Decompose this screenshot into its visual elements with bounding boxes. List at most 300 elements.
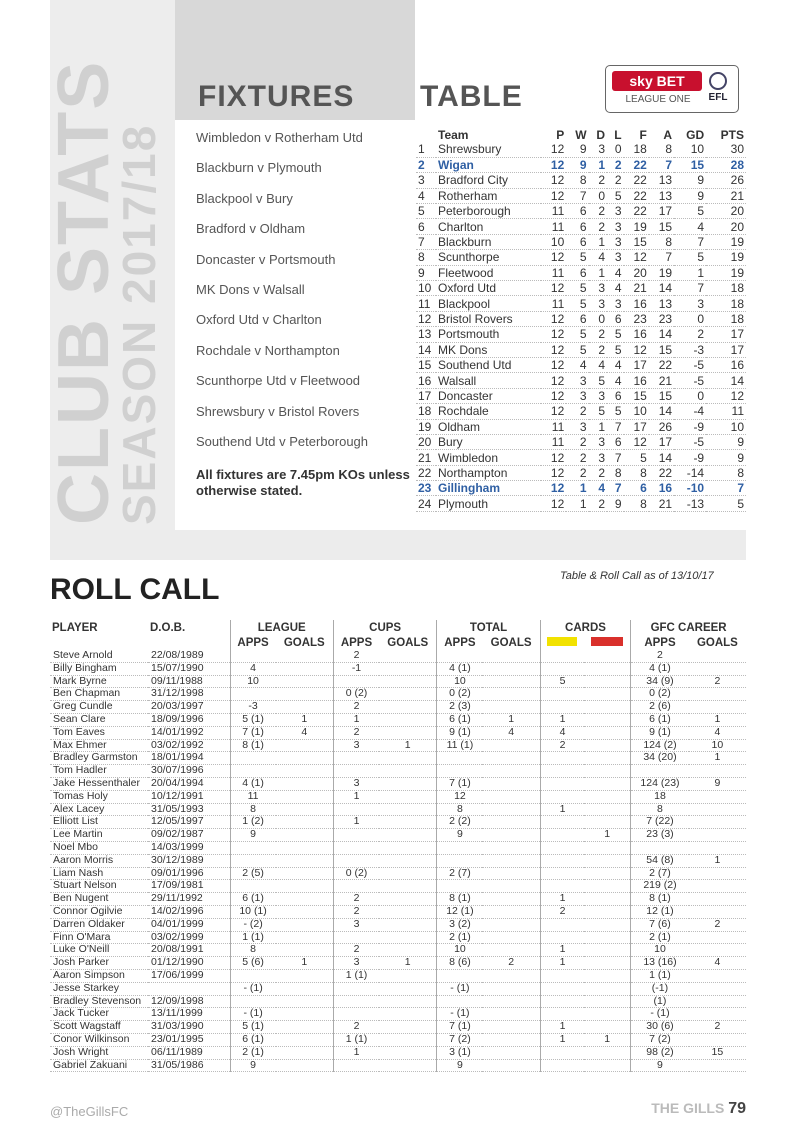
roll-cell: 6 (1): [631, 713, 689, 726]
roll-cell: [379, 777, 437, 790]
league-cell: 2: [589, 173, 607, 188]
roll-cell: [540, 841, 584, 854]
league-cell: 21: [649, 373, 674, 388]
league-row: [416, 465, 746, 480]
roll-cell: Ben Nugent: [50, 893, 148, 906]
roll-cell: 8: [230, 944, 276, 957]
roll-cell: [437, 995, 483, 1008]
league-cell: Bury: [436, 434, 541, 449]
roll-cell: [584, 854, 630, 867]
player-row: [50, 816, 746, 829]
roll-cell: [437, 841, 483, 854]
roll-cell: 4 (1): [230, 777, 276, 790]
roll-cell: 2 (5): [230, 867, 276, 880]
league-cell: 15: [416, 357, 436, 372]
roll-cell: [276, 650, 334, 662]
roll-cell: 31/03/1990: [148, 1021, 230, 1034]
league-cell: 2: [566, 434, 588, 449]
roll-cell: [482, 675, 540, 688]
player-row: [50, 688, 746, 701]
league-cell: 1: [589, 419, 607, 434]
league-cell: 3: [589, 434, 607, 449]
roll-cell: [540, 765, 584, 778]
roll-cell: [540, 829, 584, 842]
roll-cell: 06/11/1989: [148, 1046, 230, 1059]
roll-cell: [379, 688, 437, 701]
roll-cell: 11 (1): [437, 739, 483, 752]
roll-cell: 34 (20): [631, 752, 689, 765]
roll-cell: [540, 1059, 584, 1072]
roll-cell: 2 (7): [631, 867, 689, 880]
league-cell: 12: [541, 157, 566, 172]
league-cell: 0: [674, 311, 706, 326]
roll-cell: [540, 918, 584, 931]
league-cell: 16: [649, 481, 674, 496]
league-cell: 7: [607, 419, 624, 434]
roll-cell: 8: [437, 803, 483, 816]
roll-cell: [276, 944, 334, 957]
roll-cell: 8 (1): [631, 893, 689, 906]
league-cell: 3: [607, 204, 624, 219]
total-group-header: TOTAL: [437, 620, 540, 635]
roll-cell: 01/12/1990: [148, 957, 230, 970]
league-col-header: D: [596, 127, 606, 142]
roll-cell: 2: [333, 893, 379, 906]
league-cell: 7: [416, 234, 436, 249]
roll-cell: [584, 675, 630, 688]
player-row: [50, 765, 746, 778]
roll-cell: 3: [333, 957, 379, 970]
league-cell: 3: [589, 450, 607, 465]
roll-cell: [482, 931, 540, 944]
roll-cell: 9: [631, 1059, 689, 1072]
league-cell: 3: [607, 250, 624, 265]
league-cell: Shrewsbury: [436, 142, 541, 157]
roll-cell: 2: [333, 1021, 379, 1034]
roll-cell: Conor Wilkinson: [50, 1033, 148, 1046]
roll-cell: - (2): [230, 918, 276, 931]
roll-cell: [482, 841, 540, 854]
roll-cell: [584, 931, 630, 944]
roll-cell: 2: [333, 944, 379, 957]
league-cell: 13: [649, 296, 674, 311]
league-col-header: GD: [686, 127, 705, 142]
roll-cell: [540, 931, 584, 944]
roll-cell: 10/12/1991: [148, 790, 230, 803]
roll-cell: 124 (2): [631, 739, 689, 752]
roll-cell: [584, 662, 630, 675]
league-cell: Southend Utd: [436, 357, 541, 372]
roll-cell: 4 (1): [631, 662, 689, 675]
roll-cell: 9 (1): [631, 726, 689, 739]
league-cell: 2: [589, 496, 607, 511]
roll-cell: 10: [689, 739, 746, 752]
league-cell: Plymouth: [436, 496, 541, 511]
roll-cell: 30/07/1996: [148, 765, 230, 778]
roll-cell: [584, 957, 630, 970]
league-row: [416, 188, 746, 203]
league-row: [416, 250, 746, 265]
roll-cell: 1: [540, 957, 584, 970]
career-apps-header: APPS: [631, 635, 689, 650]
roll-cell: [379, 713, 437, 726]
roll-cell: 2: [333, 650, 379, 662]
player-row: [50, 803, 746, 816]
cups-group-header: CUPS: [333, 620, 436, 635]
league-cell: 5: [674, 250, 706, 265]
roll-cell: [482, 688, 540, 701]
career-goals-header: GOALS: [696, 636, 738, 649]
league-cell: 12: [541, 342, 566, 357]
roll-cell: [482, 1059, 540, 1072]
league-cell: 2: [566, 450, 588, 465]
league-cell: 8: [706, 465, 746, 480]
roll-cell: 1: [379, 957, 437, 970]
league-cell: 26: [649, 419, 674, 434]
league-cell: 12: [541, 496, 566, 511]
league-cell: 2: [566, 404, 588, 419]
league-cell: 17: [706, 342, 746, 357]
roll-cell: 09/02/1987: [148, 829, 230, 842]
roll-cell: [379, 931, 437, 944]
roll-cell: [276, 995, 334, 1008]
roll-cell: 1: [540, 713, 584, 726]
player-col-header: PLAYER: [52, 621, 98, 634]
roll-cell: Liam Nash: [50, 867, 148, 880]
league-cell: 15: [649, 388, 674, 403]
league-cell: 19: [706, 234, 746, 249]
league-cell: 9: [706, 450, 746, 465]
roll-cell: Darren Oldaker: [50, 918, 148, 931]
total-apps-header: APPS: [437, 635, 483, 650]
roll-cell: 10: [437, 675, 483, 688]
roll-group-header: [50, 620, 746, 635]
league-col-header: A: [663, 127, 673, 142]
league-cell: 16: [624, 296, 649, 311]
roll-cell: [482, 905, 540, 918]
roll-cell: [482, 650, 540, 662]
roll-cell: [333, 829, 379, 842]
roll-cell: [276, 688, 334, 701]
roll-cell: [230, 688, 276, 701]
roll-cell: 12 (1): [631, 905, 689, 918]
league-cell: 4: [589, 357, 607, 372]
roll-cell: [482, 1021, 540, 1034]
roll-cell: Josh Parker: [50, 957, 148, 970]
player-row: [50, 726, 746, 739]
roll-cell: 6 (1): [437, 713, 483, 726]
league-cell: 5: [607, 188, 624, 203]
league-cell: 16: [624, 373, 649, 388]
roll-cell: [689, 982, 746, 995]
league-cell: 15: [624, 234, 649, 249]
roll-cell: 2: [689, 675, 746, 688]
roll-cell: [540, 816, 584, 829]
vertical-title: [44, 59, 165, 525]
fixture-item: Rochdale v Northampton: [196, 342, 340, 358]
league-cell: 3: [589, 142, 607, 157]
league-cell: 17: [624, 357, 649, 372]
league-cell: 22: [624, 173, 649, 188]
player-row: [50, 918, 746, 931]
roll-cell: [276, 1046, 334, 1059]
roll-cell: [584, 905, 630, 918]
roll-cell: - (1): [230, 982, 276, 995]
roll-cell: Max Ehmer: [50, 739, 148, 752]
roll-cell: [482, 944, 540, 957]
roll-cell: - (1): [437, 982, 483, 995]
league-cell: 16: [416, 373, 436, 388]
league-cell: Northampton: [436, 465, 541, 480]
roll-cell: [584, 982, 630, 995]
league-cell: Wimbledon: [436, 450, 541, 465]
roll-cell: [584, 803, 630, 816]
league-cell: Walsall: [436, 373, 541, 388]
yellow-card-icon: [540, 635, 584, 650]
league-cell: 12: [416, 311, 436, 326]
roll-cell: 1 (1): [333, 1033, 379, 1046]
roll-cell: [379, 752, 437, 765]
roll-cell: 3 (2): [437, 918, 483, 931]
league-row: [416, 157, 746, 172]
roll-cell: [689, 995, 746, 1008]
roll-cell: [631, 841, 689, 854]
roll-cell: 17/09/1981: [148, 880, 230, 893]
roll-cell: (-1): [631, 982, 689, 995]
league-cell: 3: [416, 173, 436, 188]
league-cell: 3: [674, 296, 706, 311]
league-cell: -5: [674, 434, 706, 449]
roll-cell: 8: [230, 803, 276, 816]
roll-cell: [689, 701, 746, 714]
league-cell: 5: [566, 342, 588, 357]
league-row: [416, 204, 746, 219]
league-cell: 7: [674, 281, 706, 296]
roll-cell: [540, 854, 584, 867]
roll-cell: 17/06/1999: [148, 969, 230, 982]
roll-cell: 2 (3): [437, 701, 483, 714]
league-cell: 6: [607, 311, 624, 326]
roll-cell: [482, 701, 540, 714]
league-cell: 2: [566, 465, 588, 480]
roll-cell: [689, 1033, 746, 1046]
league-cell: 8: [566, 173, 588, 188]
league-cell: 8: [649, 142, 674, 157]
roll-cell: [379, 790, 437, 803]
roll-call-table: [50, 620, 746, 1072]
roll-cell: - (1): [631, 1008, 689, 1021]
league-cell: 7: [607, 450, 624, 465]
vertical-title-line2: SEASON 2017/18: [113, 123, 165, 525]
roll-cell: 3: [333, 777, 379, 790]
roll-cell: [276, 880, 334, 893]
league-cell: Rotherham: [436, 188, 541, 203]
league-cell: Scunthorpe: [436, 250, 541, 265]
league-cell: 20: [706, 204, 746, 219]
roll-cell: Mark Byrne: [50, 675, 148, 688]
roll-cell: 5: [540, 675, 584, 688]
roll-cell: 8 (1): [437, 893, 483, 906]
roll-cell: [584, 816, 630, 829]
roll-cell: 6 (1): [230, 1033, 276, 1046]
league-cell: 6: [566, 204, 588, 219]
roll-cell: 34 (9): [631, 675, 689, 688]
fixture-item: Blackburn v Plymouth: [196, 160, 322, 176]
roll-cell: 20/08/1991: [148, 944, 230, 957]
roll-cell: 10: [230, 675, 276, 688]
roll-cell: [482, 662, 540, 675]
roll-cell: [230, 650, 276, 662]
league-cell: 17: [624, 419, 649, 434]
player-row: [50, 662, 746, 675]
player-row: [50, 931, 746, 944]
roll-cell: [333, 854, 379, 867]
league-row: [416, 327, 746, 342]
league-cell: 26: [706, 173, 746, 188]
league-cell: 17: [649, 204, 674, 219]
roll-cell: [276, 752, 334, 765]
roll-cell: Scott Wagstaff: [50, 1021, 148, 1034]
roll-cell: 1: [540, 944, 584, 957]
roll-cell: [276, 765, 334, 778]
roll-cell: [379, 969, 437, 982]
roll-cell: [482, 918, 540, 931]
league-cell: 9: [566, 142, 588, 157]
league-row: [416, 234, 746, 249]
roll-cell: [379, 918, 437, 931]
player-row: [50, 1021, 746, 1034]
roll-cell: [689, 893, 746, 906]
roll-cell: [482, 880, 540, 893]
roll-cell: 15/07/1990: [148, 662, 230, 675]
league-cell: 12: [541, 173, 566, 188]
roll-cell: 18/01/1994: [148, 752, 230, 765]
roll-cell: [482, 765, 540, 778]
roll-cell: [540, 880, 584, 893]
league-cell: 3: [566, 373, 588, 388]
league-row: [416, 450, 746, 465]
league-row: [416, 173, 746, 188]
league-cell: 5: [624, 450, 649, 465]
roll-cell: [333, 1008, 379, 1021]
league-cell: 1: [589, 157, 607, 172]
roll-cell: [333, 931, 379, 944]
roll-cell: [379, 1046, 437, 1059]
roll-cell: 1: [540, 1033, 584, 1046]
roll-cell: [584, 969, 630, 982]
roll-cell: [379, 726, 437, 739]
league-col-header: [416, 127, 436, 142]
roll-cell: 29/11/1992: [148, 893, 230, 906]
efl-badge-icon: [704, 72, 732, 108]
league-cell: 7: [674, 234, 706, 249]
roll-cell: - (1): [437, 1008, 483, 1021]
league-cell: 12: [541, 388, 566, 403]
league-cell: 17: [416, 388, 436, 403]
roll-cell: 20/04/1994: [148, 777, 230, 790]
league-cell: 7: [649, 157, 674, 172]
roll-cell: 1: [379, 739, 437, 752]
roll-cell: 9: [437, 829, 483, 842]
roll-cell: 7 (1): [230, 726, 276, 739]
league-cell: 2: [589, 465, 607, 480]
player-row: [50, 675, 746, 688]
roll-cell: Josh Wright: [50, 1046, 148, 1059]
league-cell: 23: [649, 311, 674, 326]
league-row: [416, 281, 746, 296]
league-cell: 18: [416, 404, 436, 419]
player-row: [50, 650, 746, 662]
roll-cell: [379, 1008, 437, 1021]
league-cell: 15: [649, 219, 674, 234]
roll-cell: [584, 790, 630, 803]
roll-cell: 1 (1): [631, 969, 689, 982]
league-cell: 19: [624, 219, 649, 234]
roll-cell: [689, 931, 746, 944]
league-cell: 12: [624, 250, 649, 265]
league-cell: 1: [566, 481, 588, 496]
roll-cell: 2 (1): [437, 931, 483, 944]
roll-cell: [482, 752, 540, 765]
roll-cell: [584, 1008, 630, 1021]
roll-cell: [379, 880, 437, 893]
league-cell: 2: [589, 219, 607, 234]
roll-cell: 4: [276, 726, 334, 739]
roll-cell: 98 (2): [631, 1046, 689, 1059]
league-cell: 12: [706, 388, 746, 403]
table-heading: TABLE: [420, 80, 523, 113]
league-cell: 5: [589, 373, 607, 388]
league-cell: 1: [416, 142, 436, 157]
roll-cell: [584, 688, 630, 701]
roll-cell: Jesse Starkey: [50, 982, 148, 995]
league-cell: Oxford Utd: [436, 281, 541, 296]
roll-cell: Aaron Simpson: [50, 969, 148, 982]
roll-cell: [689, 790, 746, 803]
league-cell: 6: [416, 219, 436, 234]
league-cell: 10: [624, 404, 649, 419]
league-cell: 13: [649, 188, 674, 203]
league-cell: 12: [541, 327, 566, 342]
roll-cell: [584, 752, 630, 765]
league-cell: 4: [566, 357, 588, 372]
league-cell: 7: [566, 188, 588, 203]
player-row: [50, 841, 746, 854]
roll-cell: [689, 841, 746, 854]
roll-cell: 2 (7): [437, 867, 483, 880]
roll-cell: [482, 829, 540, 842]
roll-cell: 22/08/1989: [148, 650, 230, 662]
roll-cell: [230, 765, 276, 778]
league-col-header: L: [614, 127, 622, 142]
player-row: [50, 829, 746, 842]
roll-cell: 3: [333, 918, 379, 931]
roll-cell: 30/12/1989: [148, 854, 230, 867]
roll-cell: 10: [631, 944, 689, 957]
league-cell: 8: [624, 496, 649, 511]
league-cell: -3: [674, 342, 706, 357]
roll-cell: 12: [437, 790, 483, 803]
page-number: 79: [728, 1100, 746, 1117]
player-row: [50, 777, 746, 790]
roll-cell: 13/11/1999: [148, 1008, 230, 1021]
league-cell: 15: [674, 157, 706, 172]
roll-cell: [584, 726, 630, 739]
roll-cell: [540, 650, 584, 662]
roll-cell: [482, 995, 540, 1008]
league-cell: 12: [541, 311, 566, 326]
roll-cell: [482, 790, 540, 803]
